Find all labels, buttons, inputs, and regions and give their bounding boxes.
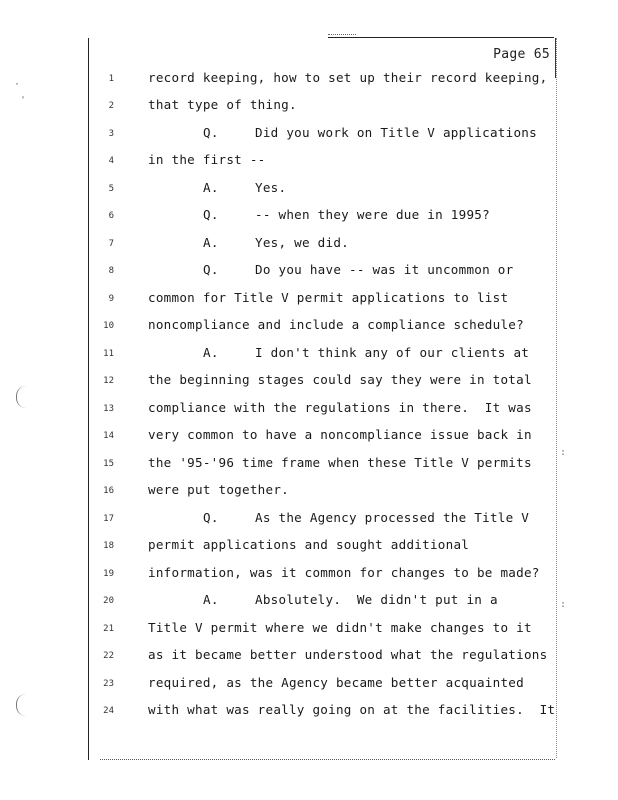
line-number: 12 [103,376,114,386]
line-number: 6 [108,211,114,221]
line-text [148,317,548,332]
line-number: 15 [103,459,114,469]
line-number: 9 [108,294,114,304]
line-content: were put together. [148,482,289,497]
transcript-line [0,426,618,446]
line-number: 14 [103,431,114,441]
line-content: As the Agency processed the Title V [255,510,530,525]
transcript-line [0,591,618,611]
line-text [148,647,548,662]
line-number: 1 [108,74,114,84]
line-number: 4 [108,156,114,166]
line-content: Title V permit where we didn't make changes to it [148,620,532,635]
transcript-line [0,454,618,474]
line-text [148,565,548,580]
line-content: Yes. [255,180,287,195]
line-number: 24 [103,706,114,716]
transcript-line [0,536,618,556]
line-number: 13 [103,404,114,414]
line-number: 7 [108,239,114,249]
line-content: compliance with the regulations in there. It was [148,400,532,415]
line-text [148,620,548,635]
line-text [148,455,548,470]
line-text [148,290,548,305]
line-content: the beginning stages could say they were in total [148,372,532,387]
transcript-line [0,509,618,529]
line-content: noncompliance and include a compliance schedule? [148,317,524,332]
speaker-label: Q. [203,207,219,222]
transcript-line [0,701,618,721]
line-content: information, was it common for changes to be made? [148,565,540,580]
margin-speck: ' [20,95,27,106]
line-content: Do you have -- was it uncommon or [255,262,514,277]
line-text [148,427,548,442]
line-content: I don't think any of our clients at [255,345,530,360]
transcript-line [0,564,618,584]
line-content: with what was really going on at the facilities. It [148,702,556,717]
line-content: Did you work on Title V applications [255,125,537,140]
transcript-line [0,124,618,144]
transcript-line [0,69,618,89]
transcript-line [0,179,618,199]
transcript-line [0,96,618,116]
line-content: Yes, we did. [255,235,349,250]
margin-speck: : [560,599,567,610]
transcript-line [0,261,618,281]
speaker-label: A. [203,592,219,607]
transcript-line [0,206,618,226]
line-number: 10 [103,321,114,331]
line-number: 22 [103,651,114,661]
line-number: 18 [103,541,114,551]
line-text [148,702,556,717]
line-number: 23 [103,679,114,689]
margin-speck: : [560,447,567,458]
speaker-label: Q. [203,510,219,525]
line-number: 16 [103,486,114,496]
line-content: required, as the Agency became better acquainted [148,675,524,690]
transcript-line [0,481,618,501]
margin-speck: · [14,79,21,90]
line-number: 5 [108,184,114,194]
transcript-line [0,289,618,309]
line-number: 20 [103,596,114,606]
line-text [148,482,548,497]
line-text [148,180,548,195]
line-number: 19 [103,569,114,579]
line-content: -- when they were due in 1995? [255,207,490,222]
line-content: the '95-'96 time frame when these Title V permits [148,455,532,470]
line-text [148,235,548,250]
speaker-label: A. [203,235,219,250]
line-number: 17 [103,514,114,524]
line-number: 11 [103,349,114,359]
line-content: in the first -- [148,152,266,167]
line-content: as it became better understood what the regulations [148,647,548,662]
line-content: permit applications and sought additional [148,537,470,552]
line-content: very common to have a noncompliance issue back in [148,427,532,442]
line-text [148,537,548,552]
line-number: 2 [108,101,114,111]
line-text [148,592,548,607]
line-text [148,152,548,167]
line-text [148,345,548,360]
line-number: 21 [103,624,114,634]
line-text [148,400,548,415]
speaker-label: Q. [203,125,219,140]
line-text [148,510,548,525]
transcript-line [0,371,618,391]
transcript-line [0,399,618,419]
speaker-label: A. [203,180,219,195]
line-text [148,675,548,690]
speaker-label: A. [203,345,219,360]
line-content: Absolutely. We didn't put in a [255,592,498,607]
transcript-line [0,316,618,336]
transcript-line [0,151,618,171]
line-content: common for Title V permit applications to list [148,290,509,305]
transcript-line [0,646,618,666]
transcript-line [0,234,618,254]
speaker-label: Q. [203,262,219,277]
line-text [148,70,548,85]
line-content: that type of thing. [148,97,297,112]
line-content: record keeping, how to set up their record keeping, [148,70,548,85]
line-text [148,125,548,140]
transcript-line [0,674,618,694]
transcript-line [0,619,618,639]
line-text [148,207,548,222]
line-number: 8 [108,266,114,276]
transcript-line [0,344,618,364]
line-text [148,372,548,387]
line-number: 3 [108,129,114,139]
page-number: Page 65 [493,47,550,62]
line-text [148,262,548,277]
line-text [148,97,548,112]
